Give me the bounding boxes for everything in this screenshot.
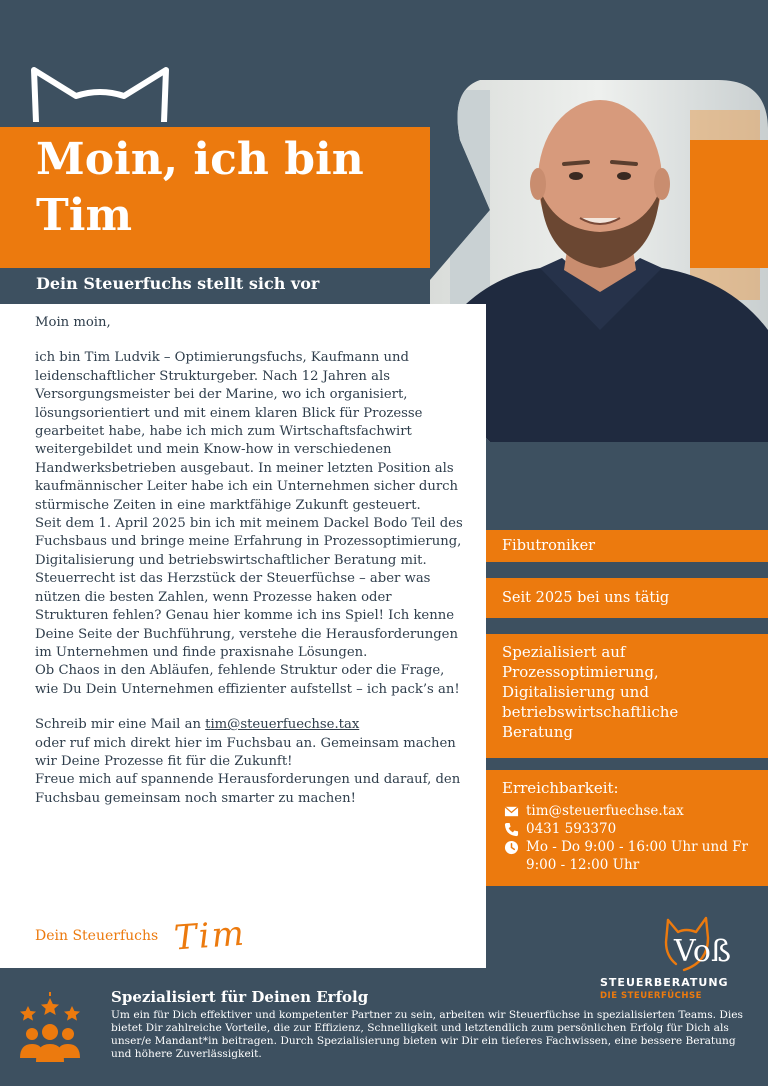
team-stars-icon: [18, 992, 82, 1064]
company-logo: [596, 912, 756, 1002]
footer-text: Um ein für Dich effektiver und kompetenter Partner zu sein, arbeiten wir Steuerfüchse in spezialisierten Teams. Dies bietet Dir zahlreiche Vorteile, die zur Effizienz, Schnelligkeit und letztendlich zum persönlichen Erfolg für Dich als unser/e Mandant*in beitragen. Durch Spezialisierung bieten wir Dir ein tieferes Fachwissen, eine bessere Beratung und höhere Zuverlässigkeit.: [111, 1009, 743, 1060]
contact-email[interactable]: tim@steuerfuechse.tax: [526, 803, 684, 819]
logo-tagline: STEUERBERATUNG: [600, 976, 729, 989]
role-box: [486, 530, 768, 562]
greeting: Moin moin,: [35, 315, 111, 330]
clock-icon: [502, 838, 520, 856]
cat-ears-icon: [30, 66, 170, 122]
contact-phone[interactable]: 0431 593370: [526, 821, 617, 837]
contact-heading: Erreichbarkeit:: [502, 779, 619, 797]
specialization-box: [486, 634, 768, 758]
paragraph-motto: Ob Chaos in den Abläufen, fehlende Struktur oder die Frage, wie Du Dein Unternehmen effizienter aufstellst – ich pack’s an!: [35, 663, 460, 697]
specialization-label: Spezialisiert auf Prozessoptimierung, Digitalisierung und betriebswirtschaftliche Beratung: [502, 643, 679, 741]
signoff-label: Dein Steuerfuchs: [35, 928, 159, 944]
since-label: Seit 2025 bei uns tätig: [502, 590, 670, 606]
paragraph-career: ich bin Tim Ludvik – Optimierungsfuchs, Kaufmann und leidenschaftlicher Strukturgeber. Nach 12 Jahren als Versorgungsmeister bei der Marine, wo ich organisiert, lösungsorientiert und mit einem klaren Blick für Prozesse gearbeitet habe, habe ich mich zum Wirtschaftsfachwirt weitergebildet und mein Know-how in verschiedenen Handwerksbetrieben ausgebaut. In meiner letzten Position als kaufmännischer Leiter habe ich ein Unternehmen sicher durch stürmische Zeiten in eine marktfähige Zukunft gesteuert.: [35, 350, 458, 513]
intro-text: [35, 314, 467, 808]
email-link[interactable]: tim@steuerfuechse.tax: [205, 717, 360, 733]
contact-hours: Mo - Do 9:00 - 16:00 Uhr und Fr 9:00 - 12:00 Uhr: [526, 839, 748, 873]
contact-box: [486, 770, 768, 886]
envelope-icon: [502, 802, 520, 820]
paragraph-contact: [35, 716, 467, 771]
role-label: Fibutroniker: [502, 538, 596, 554]
page-title: Moin, ich bin Tim: [36, 134, 364, 241]
footer-title: Spezialisiert für Deinen Erfolg: [111, 988, 369, 1006]
contact-email-row[interactable]: [502, 802, 754, 820]
phone-icon: [502, 820, 520, 838]
paragraph-role: Seit dem 1. April 2025 bin ich mit meinem Dackel Bodo Teil des Fuchsbaus und bringe meine Erfahrung in Prozessoptimierung, Digitalisierung und betriebswirtschaftlicher Beratung mit. Steuerrecht ist das Herzstück der Steuerfüchse – aber was nützen die besten Zahlen, wenn Prozesse haken oder Strukturen fehlen? Genau hier komme ich ins Spiel! Ich kenne Deine Seite der Buchführung, verstehe die Herausforderungen im Unternehmen und finde praxisnahe Lösungen.: [35, 516, 463, 660]
cta-rest: oder ruf mich direkt hier im Fuchsbau an. Gemeinsam machen wir Deine Prozesse fit für die Zukunft!: [35, 735, 456, 769]
logo-subtagline: DIE STEUERFÜCHSE: [600, 991, 702, 1001]
signature: Tim: [172, 913, 248, 959]
paragraph-closing: Freue mich auf spannende Herausforderungen und darauf, den Fuchsbau gemeinsam noch smarter zu machen!: [35, 772, 461, 806]
logo-name: Voß: [674, 934, 732, 969]
since-box: [486, 578, 768, 618]
cta-prefix: Schreib mir eine Mail an: [35, 717, 206, 733]
hero-banner-right: [690, 140, 768, 268]
contact-hours-row: [502, 838, 754, 874]
signoff: [35, 913, 248, 959]
contact-phone-row[interactable]: [502, 820, 754, 838]
page-subtitle: Dein Steuerfuchs stellt sich vor: [36, 274, 320, 293]
